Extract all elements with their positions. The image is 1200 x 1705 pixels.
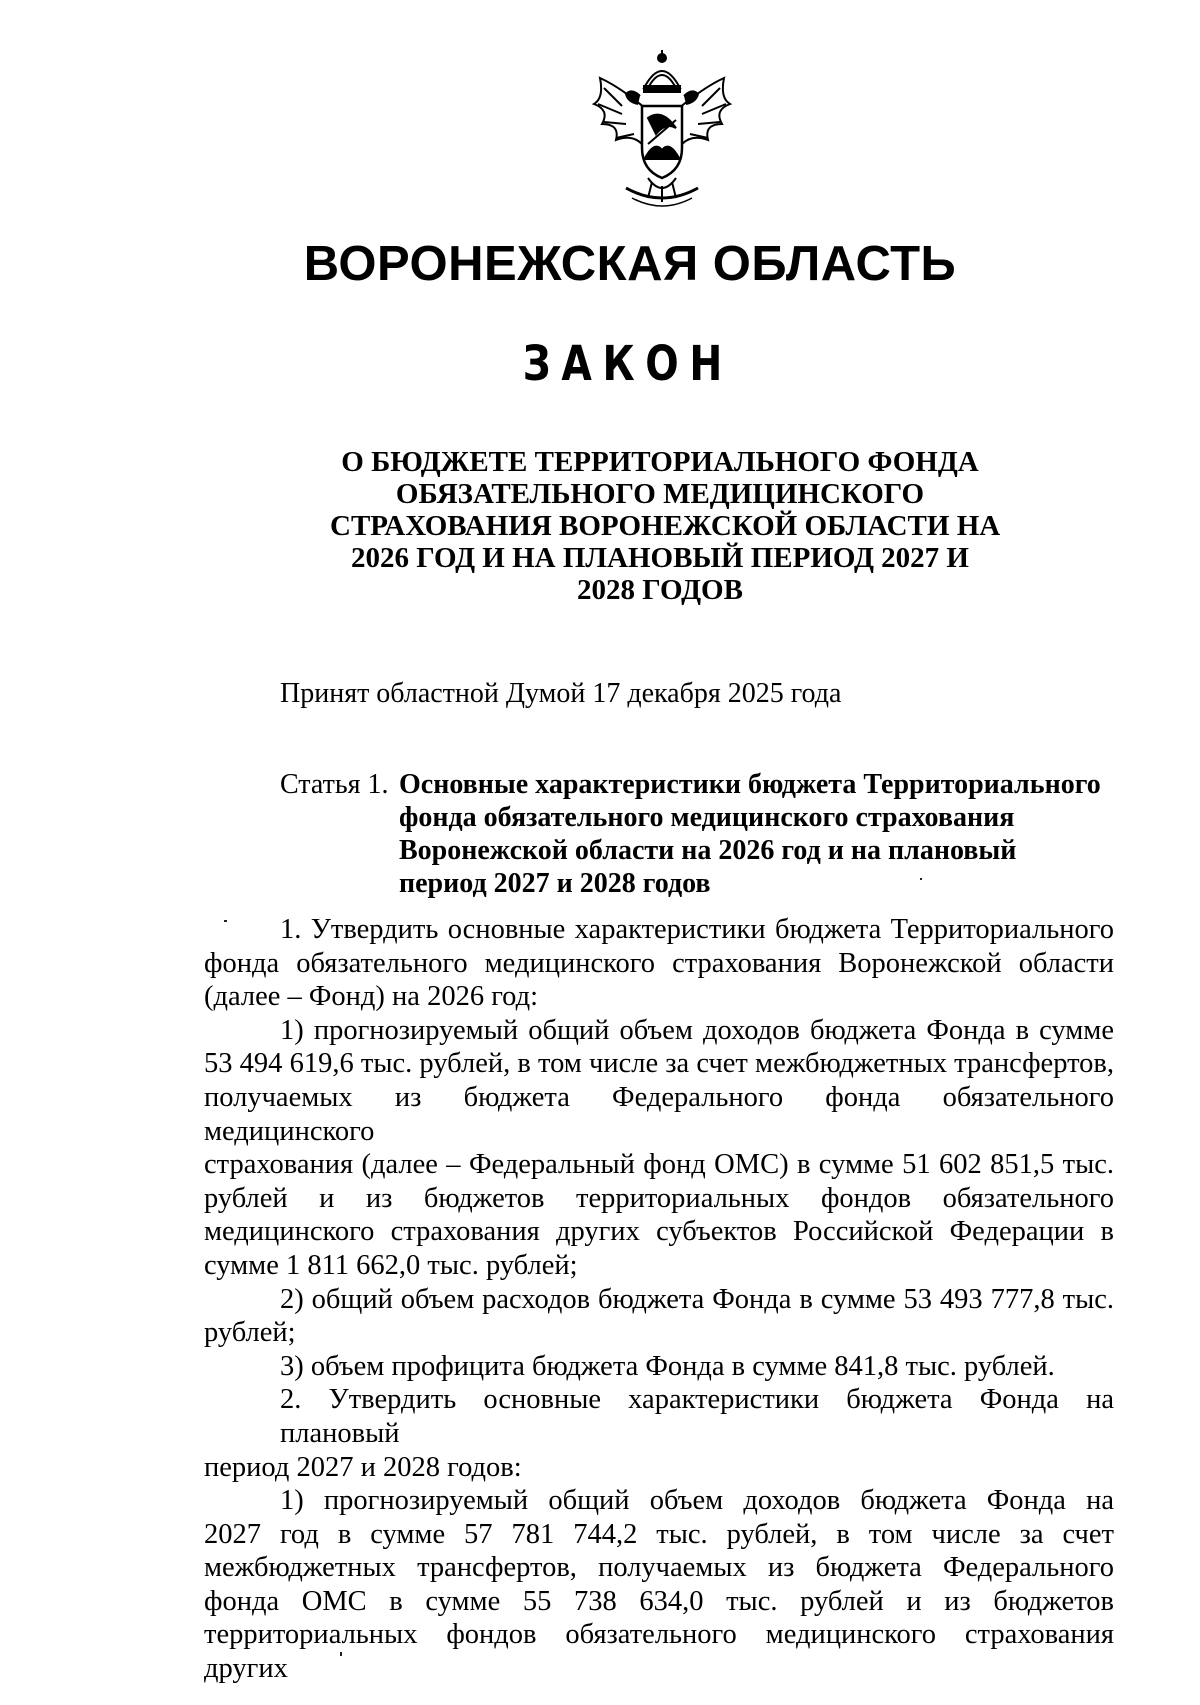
body-line: сумме 1 811 662,0 тыс. рублей; bbox=[204, 1249, 578, 1281]
body-line: фонда ОМС в сумме 55 738 634,0 тыс. рублей и из бюджетов bbox=[204, 1585, 1114, 1617]
scan-speck bbox=[224, 920, 227, 922]
body-line: фонда обязательного медицинского страхования Воронежской области bbox=[204, 947, 1114, 979]
body-line: 1) прогнозируемый общий объем доходов бюджета Фонда на bbox=[280, 1485, 1114, 1517]
body-line: страхования (далее – Федеральный фонд ОМС) в сумме 51 602 851,5 тыс. bbox=[204, 1149, 1114, 1181]
article-heading-line: Воронежской области на 2026 год и на плановый bbox=[399, 835, 1017, 866]
body-line: 1. Утвердить основные характеристики бюджета Территориального bbox=[280, 914, 1114, 945]
scan-speck bbox=[340, 1652, 342, 1656]
body-line: (далее – Фонд) на 2026 год: bbox=[204, 981, 539, 1013]
body-line: территориальных фондов обязательного медицинского страхования других bbox=[204, 1619, 1114, 1685]
body-line: получаемых из бюджета Федерального фонда обязательного медицинского bbox=[204, 1081, 1114, 1147]
law-title-line: 2026 ГОД И НА ПЛАНОВЫЙ ПЕРИОД 2027 И bbox=[351, 542, 969, 574]
article-label: Статья 1. bbox=[280, 769, 389, 800]
document-type-title: ЗАКОН bbox=[522, 336, 734, 392]
law-title-line: 2028 ГОДОВ bbox=[577, 574, 743, 606]
body-line: 2027 год в сумме 57 781 744,2 тыс. рублей, в том числе за счет bbox=[204, 1518, 1114, 1550]
article-heading-line: период 2027 и 2028 годов bbox=[399, 868, 711, 899]
law-title bbox=[330, 446, 1001, 606]
body-line: период 2027 и 2028 годов: bbox=[204, 1451, 522, 1483]
body-line: медицинского страхования других субъектов Российской Федерации в bbox=[204, 1216, 1114, 1248]
article-body bbox=[204, 913, 1114, 1686]
body-line: рублей и из бюджетов территориальных фондов обязательного bbox=[204, 1182, 1114, 1214]
body-line: 3) объем профицита бюджета Фонда в сумме 841,8 тыс. рублей. bbox=[280, 1350, 1055, 1382]
body-line: 2. Утвердить основные характеристики бюджета Фонда на плановый bbox=[280, 1384, 1114, 1449]
adoption-date-note: Принят областной Думой 17 декабря 2025 года bbox=[280, 678, 842, 709]
coat-of-arms-emblem bbox=[582, 48, 742, 216]
body-line: межбюджетных трансфертов, получаемых из бюджета Федерального bbox=[204, 1552, 1114, 1584]
law-title-line: ОБЯЗАТЕЛЬНОГО МЕДИЦИНСКОГО bbox=[395, 478, 925, 510]
law-title-line: О БЮДЖЕТЕ ТЕРРИТОРИАЛЬНОГО ФОНДА bbox=[341, 446, 979, 478]
article-heading-line: фонда обязательного медицинского страхования bbox=[399, 802, 1015, 833]
body-line: 2) общий объем расходов бюджета Фонда в сумме 53 493 777,8 тыс. bbox=[280, 1283, 1114, 1315]
body-line: рублей; bbox=[204, 1317, 296, 1349]
scan-speck bbox=[920, 878, 922, 880]
article-heading-line: Основные характеристики бюджета Территориального bbox=[399, 769, 1101, 800]
article-heading bbox=[399, 768, 1101, 900]
body-line: 53 494 619,6 тыс. рублей, в том числе за счет межбюджетных трансфертов, bbox=[204, 1048, 1114, 1080]
body-line: 1) прогнозируемый общий объем доходов бюджета Фонда в сумме bbox=[280, 1014, 1114, 1046]
law-title-line: СТРАХОВАНИЯ ВОРОНЕЖСКОЙ ОБЛАСТИ НА bbox=[330, 510, 1001, 542]
region-title: ВОРОНЕЖСКАЯ ОБЛАСТЬ bbox=[303, 237, 957, 291]
